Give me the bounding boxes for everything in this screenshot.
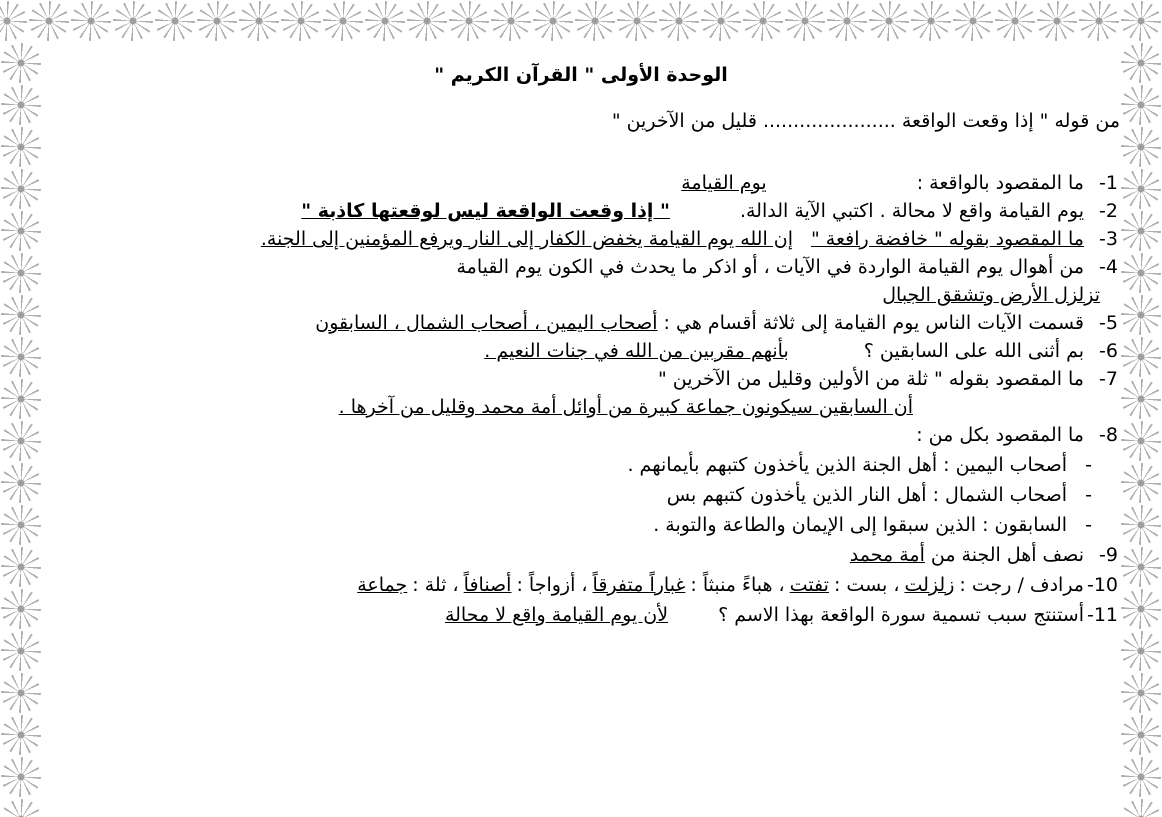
synonym-prompt: ، ثلة :: [412, 574, 459, 596]
snowflake-icon: [1, 589, 41, 629]
snowflake-icon: [701, 1, 741, 41]
snowflake-icon: [1, 421, 41, 461]
question-number: 10-: [1086, 574, 1118, 596]
snowflake-icon: [1, 673, 41, 713]
answer-text: جماعة: [357, 574, 408, 596]
question-9: [850, 544, 1118, 566]
question-11: [445, 604, 1118, 626]
snowflake-icon: [1, 715, 41, 755]
answer-text: أصنافاً: [463, 574, 512, 596]
snowflake-icon: [197, 1, 237, 41]
snowflake-icon: [533, 1, 573, 41]
answer-text: لأن يوم القيامة واقع لا محالة: [444, 604, 669, 626]
snowflake-icon: [1121, 169, 1161, 209]
snowflake-icon: [1, 547, 41, 587]
intro-verse-range: من قوله " إذا وقعت الواقعة ...................... قليل من الآخرين ": [611, 110, 1120, 132]
snowflake-icon: [869, 1, 909, 41]
snowflake-icon: [1121, 43, 1161, 83]
page-title: الوحدة الأولى " القرآن الكريم ": [434, 64, 728, 86]
answer-text: بأنهم مقربين من الله في جنات النعيم .: [484, 340, 789, 362]
answer-text: أن السابقين سيكونون جماعة كبيرة من أوائل أمة محمد وقليل من آخرها .: [338, 396, 913, 418]
question-text: ما المقصود بقوله " ثلة من الأولين وقليل من الآخرين ": [657, 368, 1084, 390]
question-10: [352, 574, 1118, 596]
snowflake-icon: [1121, 589, 1161, 629]
snowflake-icon: [1, 463, 41, 503]
snowflake-icon: [407, 1, 447, 41]
snowflake-icon: [1037, 1, 1077, 41]
question-number: 8-: [1099, 424, 1118, 446]
question-text: نصف أهل الجنة من: [930, 544, 1084, 566]
snowflake-icon: [113, 1, 153, 41]
snowflake-icon: [743, 1, 783, 41]
question-1: [681, 172, 1118, 194]
decorative-border-right: [1120, 42, 1162, 817]
decorative-border-top: [0, 0, 1162, 42]
decorative-border-left: [0, 42, 42, 817]
question-text: ما المقصود بالواقعة :: [916, 172, 1084, 194]
question-5: [315, 312, 1118, 334]
snowflake-icon: [1121, 631, 1161, 671]
snowflake-icon: [1, 211, 41, 251]
snowflake-icon: [1, 757, 41, 797]
snowflake-icon: [995, 1, 1035, 41]
snowflake-icon: [1, 295, 41, 335]
synonym-prompt: ، بست :: [833, 574, 900, 596]
synonym-prompt: ، أزواجاً :: [516, 574, 588, 596]
snowflake-icon: [1121, 379, 1161, 419]
question-4-answer: [882, 284, 1100, 306]
snowflake-icon: [1121, 799, 1161, 817]
answer-text: تفتت: [789, 574, 829, 596]
snowflake-icon: [1121, 85, 1161, 125]
question-7: [658, 368, 1118, 390]
snowflake-icon: [365, 1, 405, 41]
snowflake-icon: [659, 1, 699, 41]
answer-text: إن الله يوم القيامة يخفض الكفار إلى النار ويرفع المؤمنين إلى الجنة.: [260, 228, 794, 250]
snowflake-icon: [1, 169, 41, 209]
snowflake-icon: [1121, 505, 1161, 545]
snowflake-icon: [29, 1, 69, 41]
definition-text: السابقون : الذين سبقوا إلى الإيمان والطاعة والتوبة .: [653, 514, 1068, 536]
question-number: 7-: [1099, 368, 1118, 390]
snowflake-icon: [1121, 337, 1161, 377]
snowflake-icon: [1121, 1, 1161, 41]
definition-item: - أصحاب الشمال : أهل النار الذين يأخذون كتبهم بس: [666, 484, 1092, 506]
answer-text: أمة محمد: [849, 544, 925, 566]
snowflake-icon: [1121, 715, 1161, 755]
definition-text: أصحاب الشمال : أهل النار الذين يأخذون كتبهم بس: [666, 484, 1068, 506]
definition-item: - أصحاب اليمين : أهل الجنة الذين يأخذون كتبهم بأيمانهم .: [627, 454, 1092, 476]
snowflake-icon: [1, 379, 41, 419]
question-number: 5-: [1099, 312, 1118, 334]
snowflake-icon: [953, 1, 993, 41]
answer-text: " إذا وقعت الواقعة ليس لوقعتها كاذبة ": [301, 200, 670, 222]
snowflake-icon: [1121, 757, 1161, 797]
answer-text: تزلزل الأرض وتشقق الجبال: [882, 284, 1100, 306]
snowflake-icon: [1121, 127, 1161, 167]
answer-text: يوم القيامة: [681, 172, 767, 194]
snowflake-icon: [1, 43, 41, 83]
question-number: 2-: [1099, 200, 1118, 222]
answer-text: أصحاب اليمين ، أصحاب الشمال ، السابقون: [315, 312, 658, 334]
definition-item: - السابقون : الذين سبقوا إلى الإيمان والطاعة والتوبة .: [653, 514, 1092, 536]
question-text: يوم القيامة واقع لا محالة . اكتبي الآية الدالة.: [739, 200, 1084, 222]
question-number: 6-: [1099, 340, 1118, 362]
question-number: 1-: [1099, 172, 1118, 194]
snowflake-icon: [575, 1, 615, 41]
snowflake-icon: [1121, 253, 1161, 293]
snowflake-icon: [239, 1, 279, 41]
question-number: 4-: [1099, 256, 1118, 278]
snowflake-icon: [1121, 211, 1161, 251]
question-3: [261, 228, 1118, 250]
snowflake-icon: [155, 1, 195, 41]
question-2: [301, 200, 1118, 222]
snowflake-icon: [1, 337, 41, 377]
question-text: ما المقصود بكل من :: [916, 424, 1084, 446]
snowflake-icon: [785, 1, 825, 41]
question-text: من أهوال يوم القيامة الواردة في الآيات ، أو اذكر ما يحدث في الكون يوم القيامة: [456, 256, 1084, 278]
question-text: ما المقصود بقوله " خافضة رافعة ": [811, 228, 1084, 250]
question-8: [916, 424, 1118, 446]
snowflake-icon: [0, 1, 27, 41]
question-number: 11-: [1086, 604, 1118, 626]
snowflake-icon: [827, 1, 867, 41]
question-text: أستنتج سبب تسمية سورة الواقعة بهذا الاسم ؟: [718, 604, 1084, 626]
snowflake-icon: [617, 1, 657, 41]
snowflake-icon: [1121, 295, 1161, 335]
answer-text: زلزلت: [904, 574, 955, 596]
snowflake-icon: [1121, 421, 1161, 461]
snowflake-icon: [449, 1, 489, 41]
worksheet: [44, 44, 1118, 817]
snowflake-icon: [911, 1, 951, 41]
question-number: 3-: [1099, 228, 1118, 250]
question-text: بم أثنى الله على السابقين ؟: [863, 340, 1084, 362]
snowflake-icon: [1121, 547, 1161, 587]
snowflake-icon: [71, 1, 111, 41]
synonym-prompt: مرادف / رجت :: [959, 574, 1084, 596]
snowflake-icon: [1, 505, 41, 545]
snowflake-icon: [491, 1, 531, 41]
question-number: 9-: [1099, 544, 1118, 566]
snowflake-icon: [323, 1, 363, 41]
snowflake-icon: [1, 799, 41, 817]
snowflake-icon: [1, 253, 41, 293]
snowflake-icon: [1, 127, 41, 167]
question-4: [456, 256, 1118, 278]
synonym-prompt: ، هباءً منبثاً :: [690, 574, 785, 596]
question-7-answer: [339, 396, 913, 418]
question-text: قسمت الآيات الناس يوم القيامة إلى ثلاثة أقسام هي :: [663, 312, 1084, 334]
snowflake-icon: [1079, 1, 1119, 41]
answer-text: غباراً متفرقاً: [592, 574, 686, 596]
snowflake-icon: [1, 631, 41, 671]
snowflake-icon: [1121, 463, 1161, 503]
snowflake-icon: [1121, 673, 1161, 713]
snowflake-icon: [281, 1, 321, 41]
definition-text: أصحاب اليمين : أهل الجنة الذين يأخذون كتبهم بأيمانهم .: [627, 454, 1068, 476]
question-6: [484, 340, 1118, 362]
snowflake-icon: [1, 85, 41, 125]
